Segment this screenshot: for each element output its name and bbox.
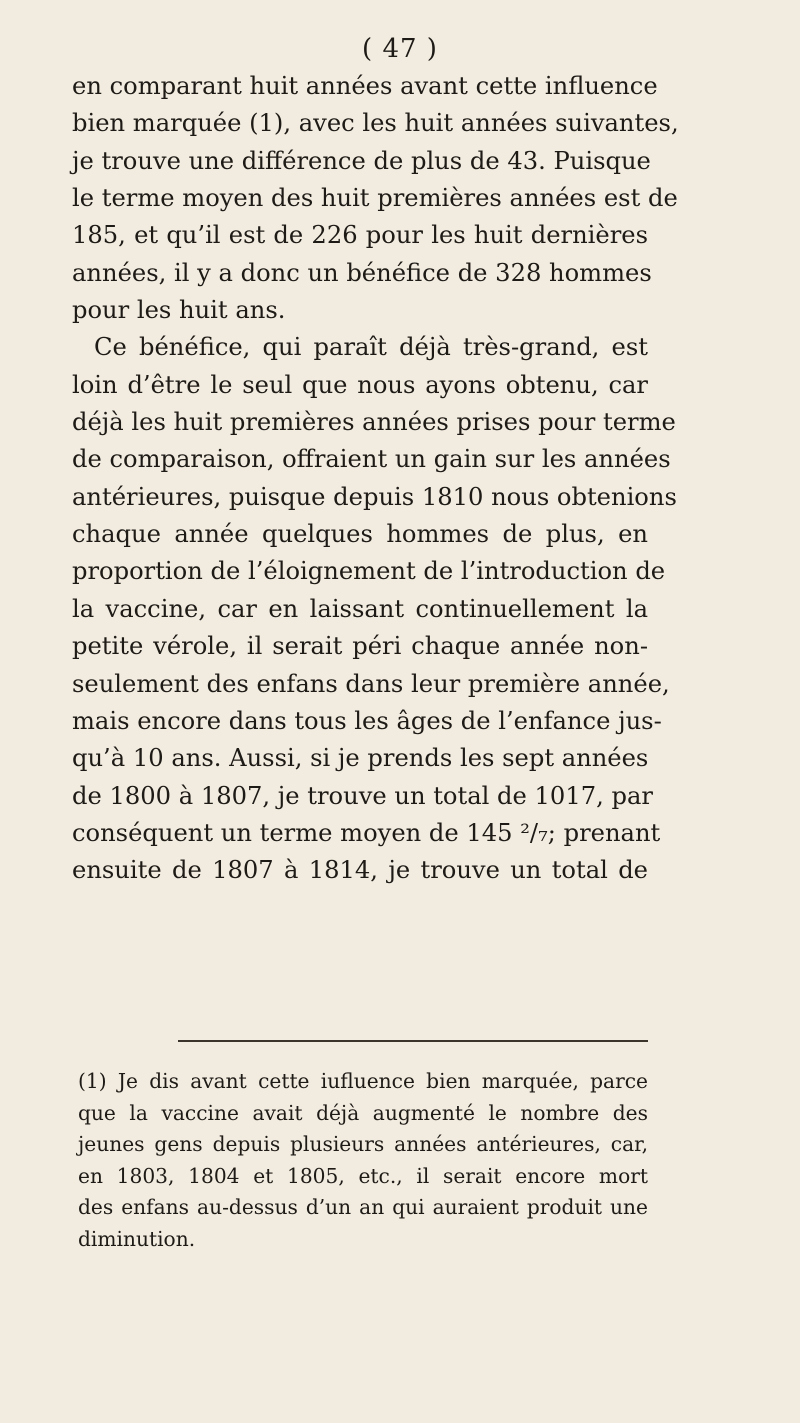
text-line: chaque année quelques hommes de plus, en — [72, 520, 648, 549]
text-line: Ce bénéfice, qui paraît déjà très-grand, est — [94, 333, 648, 362]
text-line: seulement des enfans dans leur première année, — [72, 669, 670, 698]
text-line: pour les huit ans. — [72, 296, 286, 325]
footnote-line: en 1803, 1804 et 1805, etc., il serait encore mort — [78, 1163, 648, 1188]
text-line: en comparant huit années avant cette influence — [72, 72, 658, 100]
main-text — [72, 68, 679, 890]
text-line: 185, et qu’il est de 226 pour les huit dernières — [72, 221, 648, 250]
text-line: loin d’être le seul que nous ayons obtenu, car — [72, 370, 648, 399]
text-line: années, il y a donc un bénéfice de 328 hommes — [72, 258, 652, 287]
text-line: de 1800 à 1807, je trouve un total de 1017, par — [72, 781, 653, 810]
text-line: petite vérole, il serait péri chaque année non- — [72, 632, 648, 661]
text-line: conséquent un terme moyen de 145 ²/₇; prenant — [72, 818, 661, 847]
footnote-divider — [178, 1040, 648, 1042]
page-number: ( 47 ) — [362, 34, 438, 64]
footnote — [78, 1066, 648, 1256]
text-line: de comparaison, offraient un gain sur les années — [72, 445, 671, 474]
text-line: qu’à 10 ans. Aussi, si je prends les sept années — [72, 744, 649, 773]
footnote-line: des enfans au-dessus d’un an qui auraient produit une — [78, 1195, 648, 1220]
footnote-line: jeunes gens depuis plusieurs années antérieures, car, — [78, 1132, 648, 1157]
text-line: la vaccine, car en laissant continuellement la — [72, 594, 648, 623]
text-line: antérieures, puisque depuis 1810 nous obtenions — [72, 482, 677, 511]
text-line: déjà les huit premières années prises pour terme — [72, 408, 676, 437]
footnote-line: (1) Je dis avant cette iufluence bien marquée, parce — [78, 1069, 648, 1093]
text-line: je trouve une différence de plus de 43. Puisque — [72, 146, 651, 175]
footnote-line: que la vaccine avait déjà augmenté le nombre des — [78, 1100, 648, 1125]
text-line: le terme moyen des huit premières années est de — [72, 184, 678, 213]
text-line: proportion de l’éloignement de l’introduction de — [72, 557, 666, 586]
text-line: bien marquée (1), avec les huit années suivantes, — [72, 109, 679, 138]
text-line: ensuite de 1807 à 1814, je trouve un total de — [72, 856, 648, 885]
footnote-line: diminution. — [78, 1226, 196, 1251]
text-line: mais encore dans tous les âges de l’enfance jus- — [72, 706, 662, 735]
